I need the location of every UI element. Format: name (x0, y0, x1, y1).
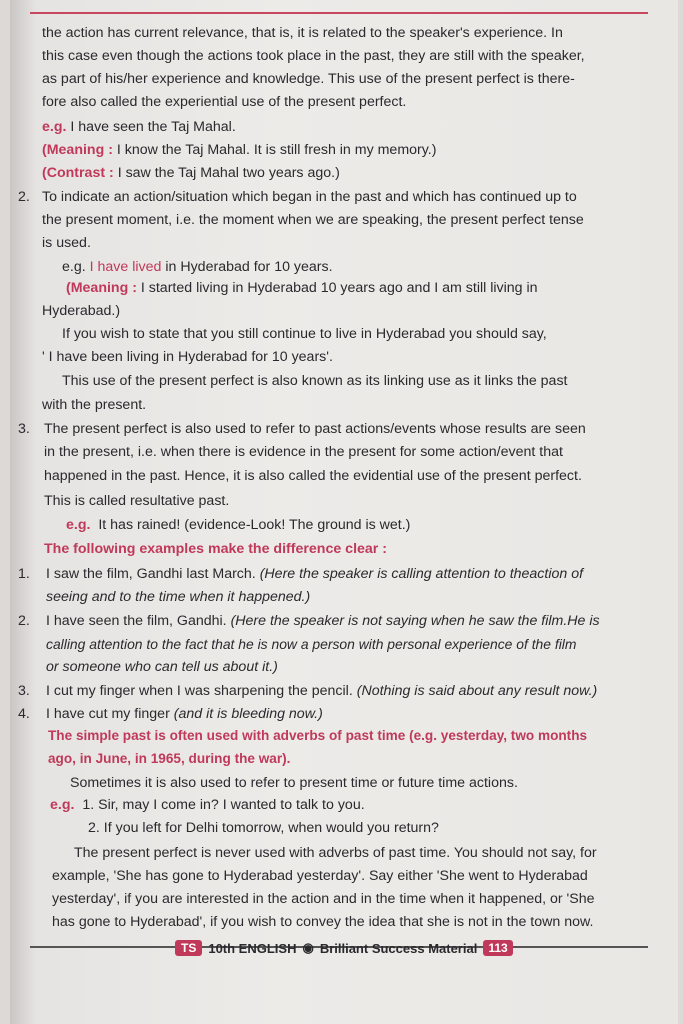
contrast-label: (Contrast : (42, 165, 114, 181)
item-number: 3. (18, 683, 30, 699)
meaning-text: I started living in Hyderabad 10 years ago and I am still living in (140, 280, 538, 296)
item-number: 1. (18, 566, 30, 582)
example-line (46, 703, 323, 725)
item-number: 4. (18, 706, 30, 722)
example-text: in Hyderabad for 10 years. (165, 259, 333, 275)
example-text: I cut my finger when I was sharpening the pencil. (46, 683, 353, 699)
ts-badge: TS (175, 940, 202, 956)
bullet-icon: ◉ (302, 940, 314, 955)
section-heading: The simple past is often used with adverbs of past time (e.g. yesterday, two months (48, 728, 588, 743)
meaning-line (66, 277, 538, 299)
text-line: This use of the present perfect is also known as its linking use as it links the past (62, 373, 568, 389)
text-line: this case even though the actions took place in the past, they are still with the speaker, (42, 48, 585, 64)
text-line: happened in the past. Hence, it is also called the evidential use of the present perfect. (44, 468, 582, 484)
book-page (10, 0, 678, 1024)
text-line: as part of his/her experience and knowledge. This use of the present perfect is there- (42, 71, 575, 87)
example-text: I have seen the Taj Mahal. (70, 119, 236, 135)
item-number: 2. (18, 189, 30, 205)
example-line (42, 116, 236, 138)
section-heading: ago, in June, in 1965, during the war). (48, 751, 291, 766)
eg-label: e.g. (62, 259, 86, 275)
example-line (50, 794, 365, 816)
meaning-label: (Meaning : (42, 142, 113, 158)
example-text: 2. If you left for Delhi tomorrow, when would you return? (88, 820, 439, 836)
text-line: yesterday', if you are interested in the action and in the time when it happened, or 'She (52, 891, 595, 907)
example-line (46, 680, 597, 702)
text-line: with the present. (42, 397, 147, 413)
eg-label: e.g. (42, 119, 67, 135)
text-line: is used. (42, 235, 91, 251)
eg-label: e.g. (66, 517, 91, 533)
section-heading: The following examples make the difference clear : (44, 541, 387, 557)
text-line: If you wish to state that you still continue to live in Hyderabad you should say, (62, 326, 547, 342)
text-line: To indicate an action/situation which began in the past and which has continued up to (42, 189, 577, 205)
text-line: The present perfect is also used to refer to past actions/events whose results are seen (44, 421, 586, 437)
eg-label: e.g. (50, 797, 75, 813)
text-line: ' I have been living in Hyderabad for 10 years'. (42, 349, 333, 365)
example-text: I have cut my finger (46, 706, 170, 722)
text-line: Hyderabad.) (42, 303, 121, 319)
example-line (66, 514, 410, 536)
series-title: Brilliant Success Material (319, 940, 478, 956)
text-line: the present moment, i.e. the moment when we are speaking, the present perfect tense (42, 212, 584, 228)
text-line: The present perfect is never used with adverbs of past time. You should not say, for (74, 845, 597, 861)
text-line: the action has current relevance, that is, it is related to the speaker's experience. In (42, 25, 563, 41)
explanation-text: seeing and to the time when it happened.) (46, 589, 311, 605)
item-number: 2. (18, 613, 30, 629)
book-title: 10th ENGLISH (208, 940, 297, 956)
explanation-text: (Nothing is said about any result now.) (356, 683, 598, 699)
example-text: I saw the film, Gandhi last March. (46, 566, 256, 582)
item-number: 3. (18, 421, 30, 437)
text-line: in the present, i.e. when there is evidence in the present for some action/event that (44, 444, 563, 460)
highlight-text: I have lived (89, 259, 162, 275)
explanation-text: or someone who can tell us about it.) (46, 659, 278, 675)
example-text: I have seen the film, Gandhi. (46, 613, 227, 629)
text-line: example, 'She has gone to Hyderabad yesterday'. Say either 'She went to Hyderabad (52, 868, 588, 884)
meaning-text: I know the Taj Mahal. It is still fresh in my memory.) (116, 142, 437, 158)
explanation-text: calling attention to the fact that he is now a person with personal experience of the film (46, 636, 577, 652)
meaning-label: (Meaning : (66, 280, 137, 296)
example-text: It has rained! (evidence-Look! The ground is wet.) (98, 517, 411, 533)
text-line: fore also called the experiential use of the present perfect. (42, 94, 407, 110)
text-line: This is called resultative past. (44, 493, 230, 509)
example-line (46, 610, 600, 632)
example-line (62, 256, 333, 278)
explanation-text: (Here the speaker is not saying when he saw the film.He is (230, 613, 600, 629)
text-line: has gone to Hyderabad', if you wish to convey the idea that she is not in the town now. (52, 914, 594, 930)
example-line (46, 563, 583, 585)
example-text: 1. Sir, may I come in? I wanted to talk to you. (82, 797, 365, 813)
meaning-line (42, 139, 436, 161)
page-footer (175, 938, 513, 958)
explanation-text: (and it is bleeding now.) (173, 706, 323, 722)
top-border (30, 12, 648, 14)
explanation-text: (Here the speaker is calling attention to theaction of (259, 566, 584, 582)
contrast-line (42, 162, 340, 184)
text-line: Sometimes it is also used to refer to present time or future time actions. (70, 775, 518, 791)
contrast-text: I saw the Taj Mahal two years ago.) (117, 165, 340, 181)
page-number: 113 (483, 940, 512, 956)
